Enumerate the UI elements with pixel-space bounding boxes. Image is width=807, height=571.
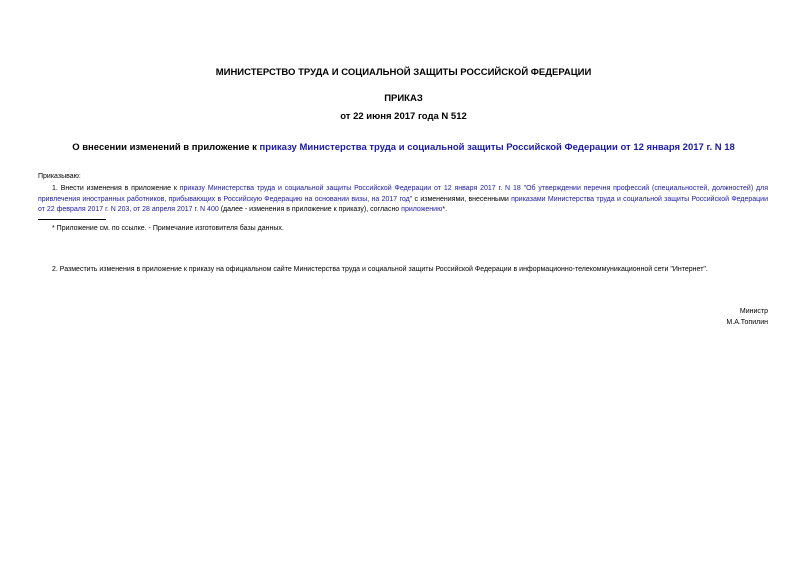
title-link[interactable]: приказу Министерства труда и социальной защиты Российской Федерации от 12 января 2017 г. N 18 bbox=[259, 142, 735, 153]
document-title bbox=[0, 142, 807, 153]
ordered-label: Приказываю: bbox=[38, 173, 81, 180]
para1-link-amending-orders[interactable]: приказами Министерства труда и социальной защиты Российской Федерации от 22 февраля 2017 г. N 203, от 28 апреля 2017 г. N 400 bbox=[38, 195, 768, 213]
order-date: от 22 июня 2017 года N 512 bbox=[340, 111, 467, 122]
para1-text-3: (далее - изменения в приложение к приказу), согласно bbox=[218, 206, 402, 213]
signer-name: М.А.Топилин bbox=[726, 319, 768, 326]
para1-link-appendix[interactable]: приложению bbox=[401, 206, 443, 213]
title-prefix: О внесении изменений в приложение к bbox=[72, 142, 260, 153]
footnote: * Приложение см. по ссылке. - Примечание изготовителя базы данных. bbox=[52, 225, 284, 232]
para1-text-2: с изменениями, внесенными bbox=[412, 195, 512, 203]
footnote-divider bbox=[38, 219, 106, 220]
paragraph-2: 2. Разместить изменения в приложение к приказу на официальном сайте Министерства труда и социальной защиты Российской Федерации в информационно-телекоммуникационной сети "Интернет". bbox=[52, 266, 708, 273]
para1-link-order-18[interactable]: приказу Министерства труда и социальной защиты Российской Федерации от 12 января 2017 г. N 18 "Об утверждении перечня профессий (специальностей, должностей) для привлечения иностранных работников, прибывающих в Российскую Федерацию на основании визы, на 2017 год" bbox=[38, 185, 768, 203]
signer-title: Министр bbox=[739, 308, 768, 315]
paragraph-1 bbox=[38, 184, 768, 216]
para1-text-4: *. bbox=[442, 206, 448, 213]
document-type: ПРИКАЗ bbox=[384, 93, 423, 104]
ministry-name: МИНИСТЕРСТВО ТРУДА И СОЦИАЛЬНОЙ ЗАЩИТЫ РОССИЙСКОЙ ФЕДЕРАЦИИ bbox=[215, 67, 592, 78]
para1-text-1: 1. Внести изменения в приложение к bbox=[52, 185, 180, 192]
